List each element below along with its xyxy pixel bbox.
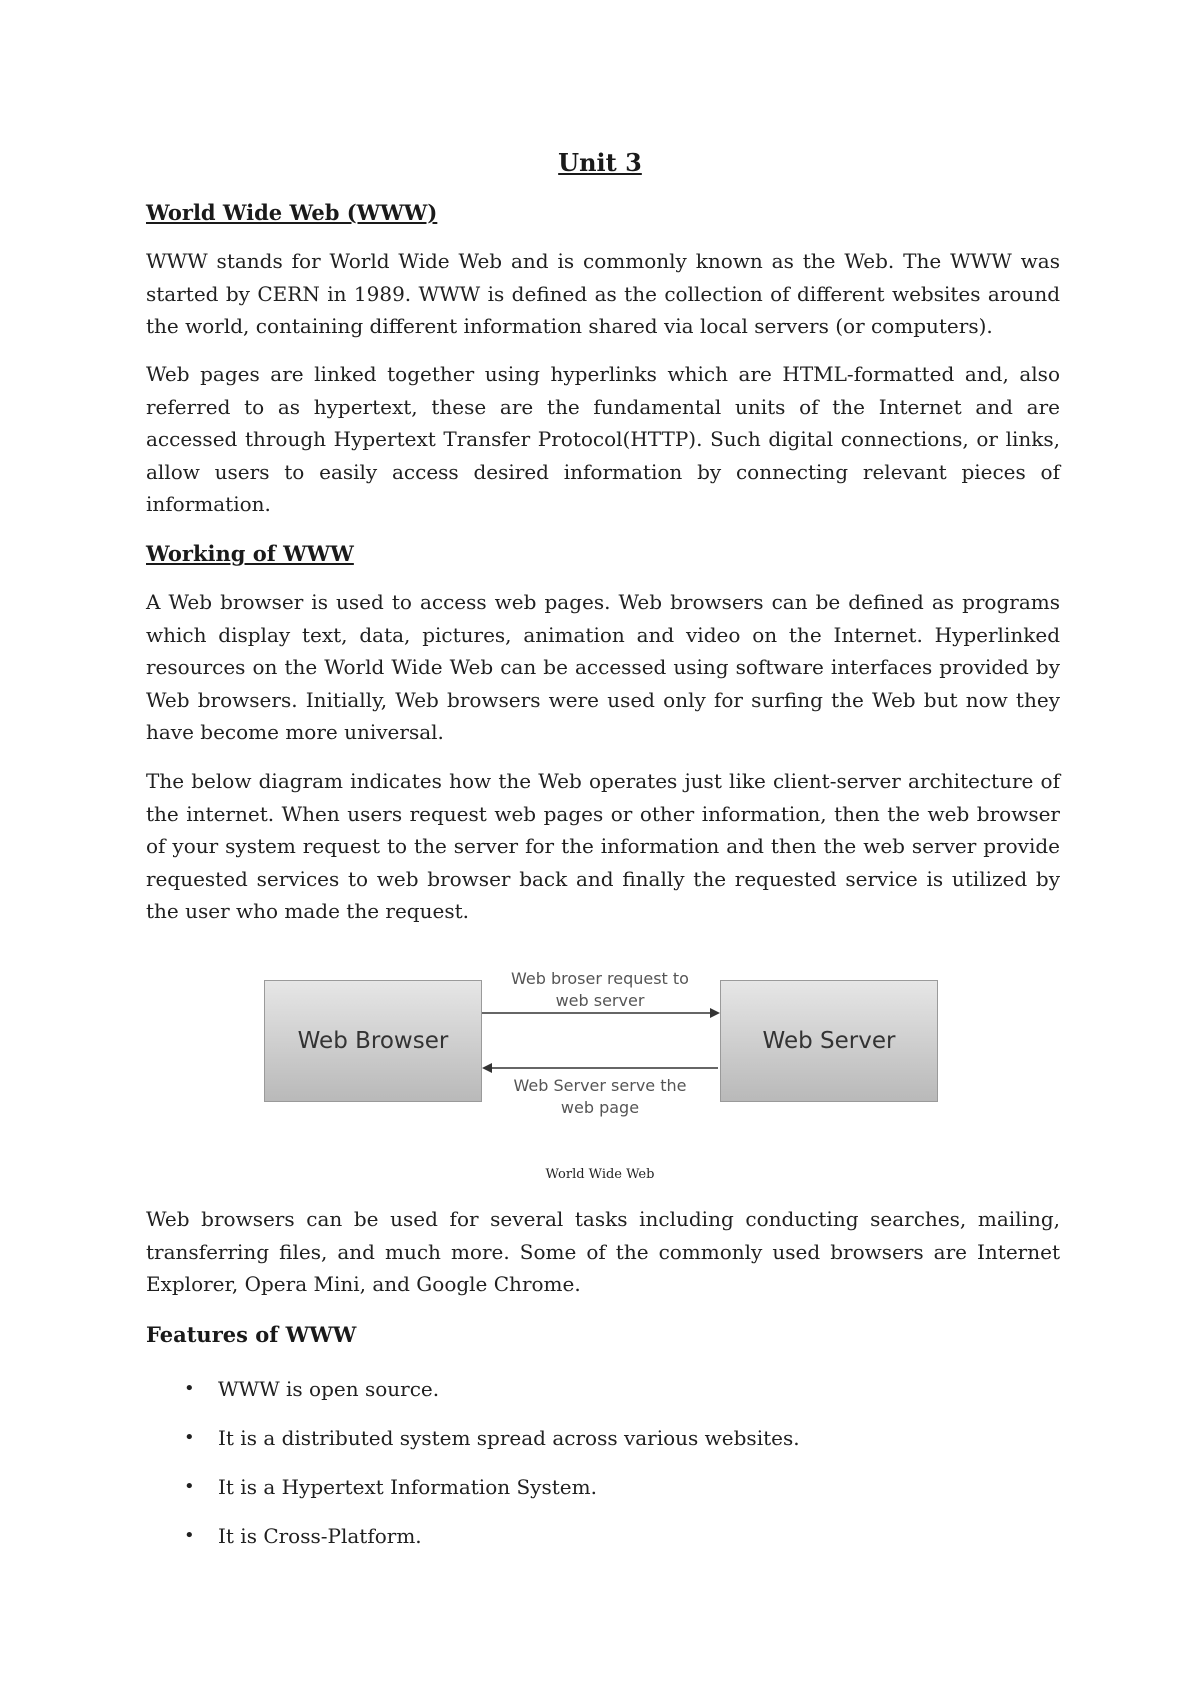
request-label-line2: web server [555,991,645,1010]
response-arrow-head [482,1063,492,1073]
list-item-text: It is a Hypertext Information System. [218,1475,597,1499]
list-item [146,1523,800,1572]
section-heading-features: Features of WWW [146,1322,357,1347]
features-list [146,1376,800,1572]
response-label-line2: web page [560,1098,640,1117]
list-item [146,1376,800,1425]
response-label-line1: Web Server serve the [513,1076,687,1095]
diagram-caption: World Wide Web [545,1167,655,1182]
bullet-icon: • [184,1378,195,1399]
bullet-icon: • [184,1427,195,1448]
list-item [146,1474,800,1523]
paragraph-www-definition: WWW stands for World Wide Web and is commonly known as the Web. The WWW was started by CERN in 1989. WWW is defined as the collection of different websites around the world, containing different information shared via local servers (or computers). [146,249,1060,338]
response-label [480,1075,720,1119]
section-heading-www: World Wide Web (WWW) [146,200,438,225]
paragraph-client-server: The below diagram indicates how the Web operates just like client-server architecture of the internet. When users request web pages or other information, then the web browser of your system request to the server for the information and then the web server provide requested services to web browser back and finally the requested service is utilized by the user who made the request. [146,769,1060,923]
list-item-text: It is a distributed system spread across various websites. [218,1426,800,1450]
list-item-text: It is Cross-Platform. [218,1524,422,1548]
paragraph-web-browser: A Web browser is used to access web pages. Web browsers can be defined as programs which display text, data, pictures, animation and video on the Internet. Hyperlinked resources on the World Wide Web can be accessed using software interfaces provided by Web browsers. Initially, Web browsers were used only for surfing the Web but now they have become more universal. [146,590,1060,744]
request-arrow-head [710,1008,720,1018]
paragraph-browser-tasks: Web browsers can be used for several tasks including conducting searches, mailing, transferring files, and much more. Some of the commonly used browsers are Internet Explorer, Opera Mini, and Google Chrome. [146,1207,1060,1296]
request-label-line1: Web broser request to [511,969,689,988]
bullet-icon: • [184,1525,195,1546]
bullet-icon: • [184,1476,195,1497]
list-item-text: WWW is open source. [218,1377,440,1401]
www-diagram [264,950,954,1130]
section-heading-working: Working of WWW [146,541,354,566]
page-title: Unit 3 [558,148,642,177]
paragraph-www-hyperlinks: Web pages are linked together using hyperlinks which are HTML-formatted and, also referred to as hypertext, these are the fundamental units of the Internet and are accessed through Hypertext Transfer Protocol(HTTP). Such digital connections, or links, allow users to easily access desired information by connecting relevant pieces of information. [146,362,1060,516]
list-item [146,1425,800,1474]
web-server-box: Web Server [720,980,938,1102]
web-browser-box: Web Browser [264,980,482,1102]
